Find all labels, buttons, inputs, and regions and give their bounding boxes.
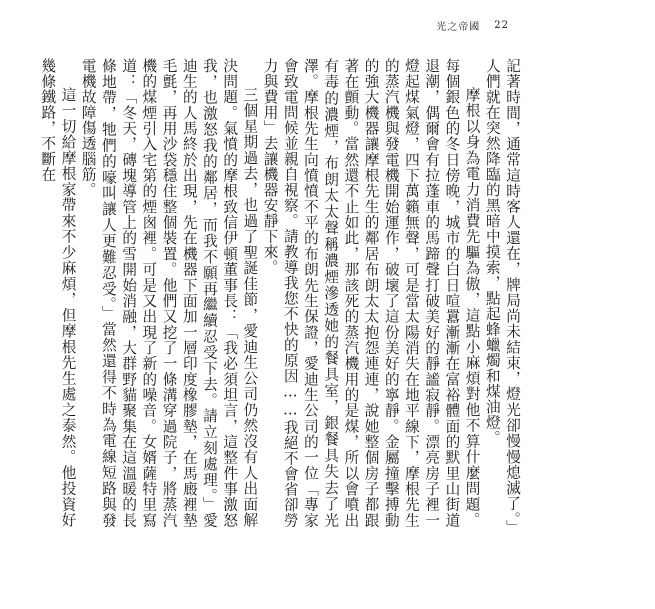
running-header	[436, 18, 509, 33]
page-number: 22	[494, 20, 509, 31]
paragraph-1: 記著時間，通常這時客人還在，牌局尚未結束，燈光卻慢慢熄滅了。」人們就在突然降臨的黑暗中摸索，點起蜂蠟燭和煤油燈。	[483, 58, 521, 528]
vertical-text-body	[39, 58, 522, 528]
paragraph-4: 這一切給摩根家帶來不少麻煩，但摩根先生處之泰然。他投資好幾條鐵路，不斷在	[39, 58, 77, 528]
running-title: 光之帝國	[436, 22, 481, 33]
paragraph-3: 三個星期過去，也過了聖誕佳節，愛迪生公司仍然沒有人出面解決問題。氣憤的摩根致信伊頓董事長：「我必須坦言，這整件事激怒我，也激怒我的鄰居，而我不願再繼續忍受下去。請立刻處理。」愛迪生的人馬終於出現，先在機器下面加一層印度橡膠墊，在馬廄裡墊毛氈，再用沙袋穩住整個裝置。他們又挖了一條溝穿過院子，將蒸汽機的煤煙引入宅第的煙囪裡。可是又出現了新的噪音。女婿薩特里寫道：「冬天，磚塊導管上的雪開始消融，大群野貓聚集在這溫暖的長條地帶，牠們的嚎叫讓人更難忍受。」當然還得不時為電線短路與發電機故障傷透腦筋。	[79, 58, 259, 528]
paragraph-2: 摩根以身為電力消費先驅為傲，這點小麻煩對他不算什麼問題。每個銀色的冬日傍晚，城市的白日喧囂漸漸在富裕體面的默里山街道退潮，偶爾會有拉蓬車的馬蹄聲打破美好的靜謐寂靜。漂亮房子裡一燈起煤氣燈，四下萬籟無聲，可是當太陽消失在地平線下，摩根先生的蒸汽機與發電機開始運作，破壞了這份美好的寧靜。金屬撞擊搏動的強大機器讓摩根先生的鄰居布朗太太抱怨連連，說她整個房子都跟著在顫動。當然還不止如此，那該死的蒸汽機用的是煤，所以會噴出有毒的濃煙，布朗太太聲稱濃煙滲透她的餐具室，銀餐具失去了光澤。摩根先生向憤憤不平的布朗先生保證，愛迪生公司的一位「專家會致電問候並親自視察。請教導我您不快的原因……我絕不會省卻勞力與費用」去讓機器安靜下來。	[261, 58, 481, 528]
